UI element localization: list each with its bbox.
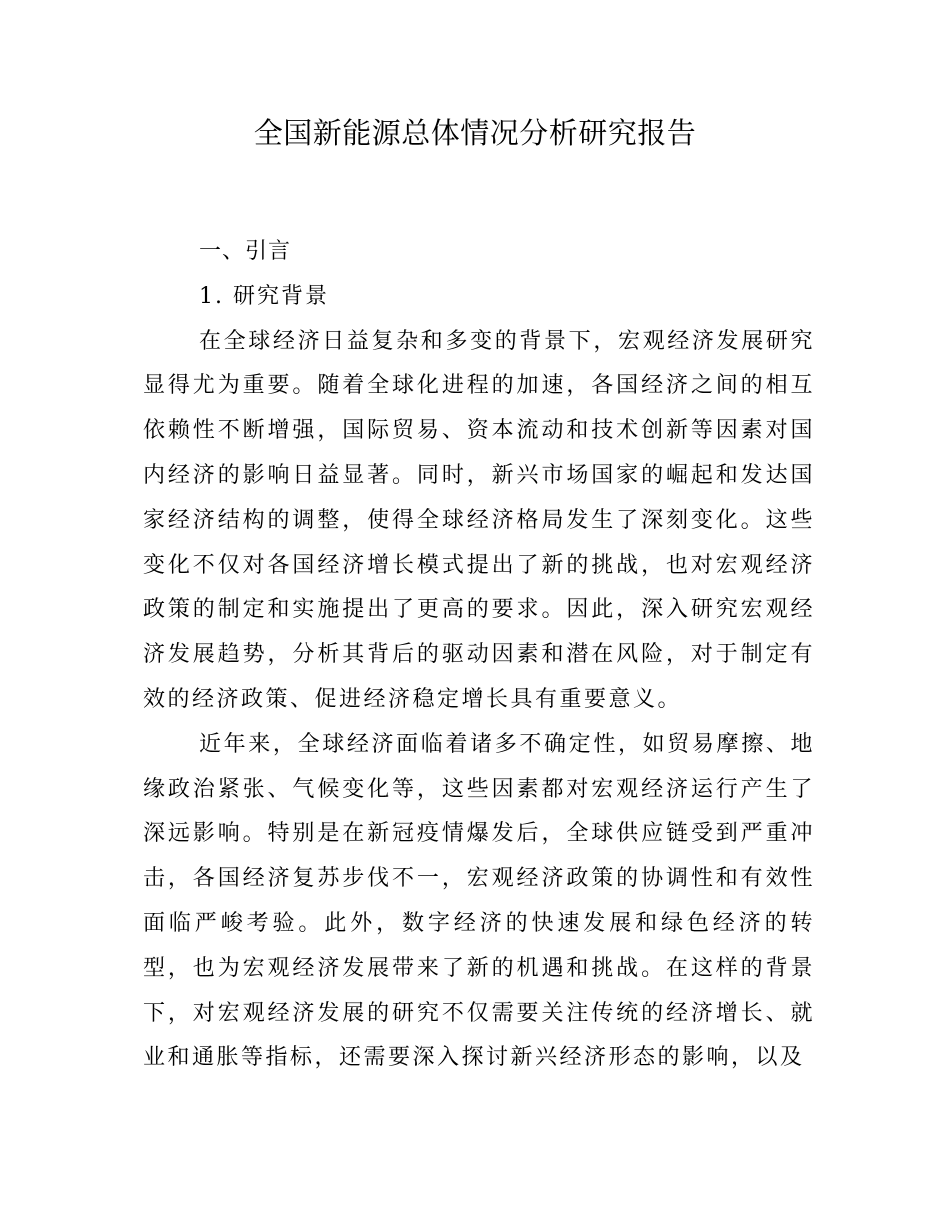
- section-heading: 一、引言: [199, 239, 292, 264]
- subsection-heading: 1. 研究背景: [199, 283, 329, 309]
- document-title: 全国新能源总体情况分析研究报告: [253, 116, 697, 150]
- body-paragraph: 在全球经济日益复杂和多变的背景下，宏观经济发展研究显得尤为重要。随着全球化进程的加速，各国经济之间的相互依赖性不断增强，国际贸易、资本流动和技术创新等因素对国内经济的影响日益显著。同时，新兴市场国家的崛起和发达国家经济结构的调整，使得全球经济格局发生了深刻变化。这些变化不仅对各国经济增长模式提出了新的挑战，也对宏观经济政策的制定和实施提出了更高的要求。因此，深入研究宏观经济发展趋势，分析其背后的驱动因素和潜在风险，对于制定有效的经济政策、促进经济稳定增长具有重要意义。: [143, 328, 815, 712]
- document-body: [143, 230, 815, 1081]
- body-paragraph: 近年来，全球经济面临着诸多不确定性，如贸易摩擦、地缘政治紧张、气候变化等，这些因素都对宏观经济运行产生了深远影响。特别是在新冠疫情爆发后，全球供应链受到严重冲击，各国经济复苏步伐不一，宏观经济政策的协调性和有效性面临严峻考验。此外，数字经济的快速发展和绿色经济的转型，也为宏观经济发展带来了新的机遇和挑战。在这样的背景下，对宏观经济发展的研究不仅需要关注传统的经济增长、就业和通胀等指标，还需要深入探讨新兴经济形态的影响，以及: [143, 731, 815, 1071]
